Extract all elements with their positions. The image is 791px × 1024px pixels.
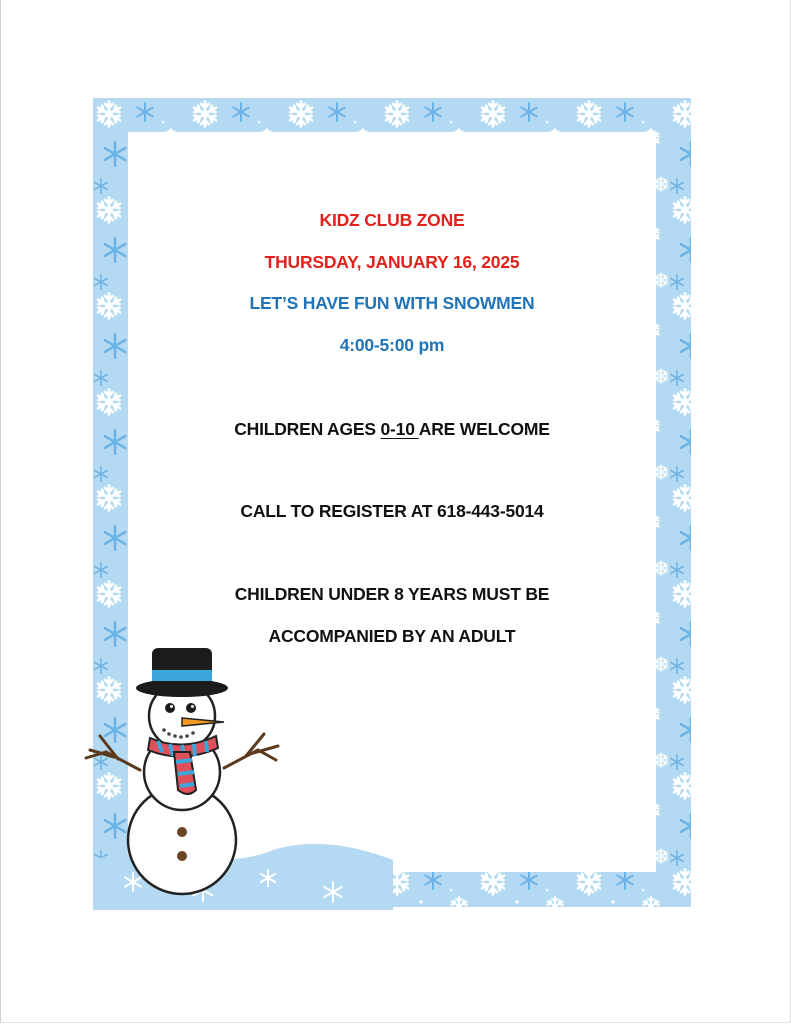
ages-suffix: ARE WELCOME — [418, 419, 550, 439]
ages-line — [128, 419, 656, 440]
event-date: THURSDAY, JANUARY 16, 2025 — [264, 252, 520, 272]
notice-line-1: CHILDREN UNDER 8 YEARS MUST BE — [234, 584, 550, 604]
event-theme: LET’S HAVE FUN WITH SNOWMEN — [249, 293, 535, 313]
event-title: KIDZ CLUB ZONE — [319, 210, 465, 230]
snowman-illustration — [78, 640, 288, 900]
ages-prefix: CHILDREN AGES — [234, 419, 381, 439]
event-time: 4:00-5:00 pm — [339, 335, 445, 355]
register-line: CALL TO REGISTER AT 618-443-5014 — [240, 501, 544, 521]
ages-range: 0-10 — [380, 419, 419, 439]
notice-line-2: ACCOMPANIED BY AN ADULT — [268, 626, 516, 646]
